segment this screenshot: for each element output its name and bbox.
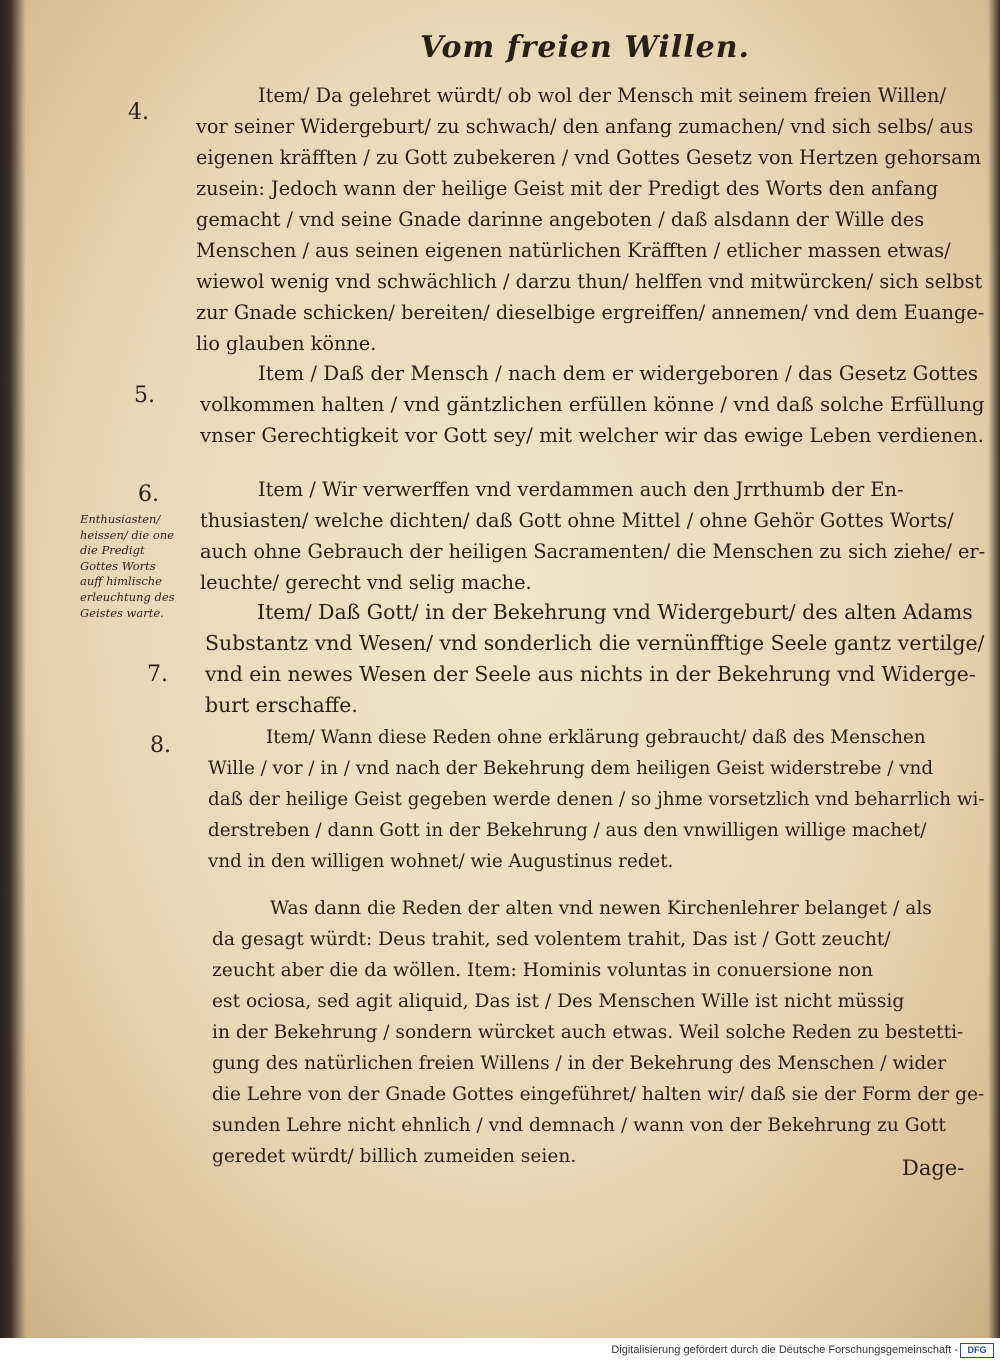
text-line: Substantz vnd Wesen/ vnd sonderlich die vernünfftige Seele gantz vertilge/ xyxy=(205,631,985,655)
item-number-8: 8. xyxy=(150,733,171,758)
text-line: Wille / vor / in / vnd nach der Bekehrung dem heiligen Geist widerstrebe / vnd xyxy=(208,758,934,779)
text-line: thusiasten/ welche dichten/ daß Gott ohne Mittel / ohne Gehör Gottes Worts/ xyxy=(200,509,954,532)
text-line: eigenen kräfften / zu Gott zubekeren / vnd Gottes Gesetz von Hertzen gehorsam xyxy=(196,146,981,169)
paragraph-8 xyxy=(208,722,985,877)
catchword: Dage- xyxy=(902,1156,965,1180)
margin-note-line: Geistes warte. xyxy=(80,605,164,620)
text-line: derstreben / dann Gott in der Bekehrung / aus den vnwilligen willige machet/ xyxy=(208,820,927,841)
text-line: zeucht aber die da wöllen. Item: Hominis voluntas in conuersione non xyxy=(212,960,873,981)
text-line: Item / Wir verwerffen vnd verdammen auch den Jrrthumb der En- xyxy=(258,478,904,501)
item-number-4: 4. xyxy=(128,100,149,125)
text-line: vnd in den willigen wohnet/ wie Augustinus redet. xyxy=(208,851,674,872)
margin-note-line: Enthusiasten/ xyxy=(80,512,161,526)
paragraph-6 xyxy=(200,474,985,598)
text-line: zur Gnade schicken/ bereiten/ dieselbige ergreiffen/ annemen/ vnd dem Euange- xyxy=(196,301,985,324)
text-line: da gesagt würdt: Deus trahit, sed volentem trahit, Das ist / Gott zeucht/ xyxy=(212,929,891,950)
text-line: sunden Lehre nicht ehnlich / vnd demnach / wann von der Bekehrung zu Gott xyxy=(212,1115,946,1136)
text-line: gemacht / vnd seine Gnade darinne angeboten / daß alsdann der Wille des xyxy=(196,208,925,231)
text-line: leuchte/ gerecht vnd selig mache. xyxy=(200,571,532,594)
text-line: lio glauben könne. xyxy=(196,332,377,355)
paragraph-5 xyxy=(200,358,985,451)
dfg-logo: DFG xyxy=(960,1343,994,1358)
footer-credit: Digitalisierung gefördert durch die Deutsche Forschungsgemeinschaft - xyxy=(611,1344,958,1356)
text-line: Item/ Da gelehret würdt/ ob wol der Mensch mit seinem freien Willen/ xyxy=(258,84,946,107)
text-line: gung des natürlichen freien Willens / in der Bekehrung des Menschen / wider xyxy=(212,1053,947,1074)
item-number-7: 7. xyxy=(147,662,168,687)
text-line: in der Bekehrung / sondern würcket auch etwas. Weil solche Reden zu bestetti- xyxy=(212,1022,964,1043)
text-line: vnser Gerechtigkeit vor Gott sey/ mit welcher wir das ewige Leben verdienen. xyxy=(200,424,984,447)
text-line: die Lehre von der Gnade Gottes eingeführet/ halten wir/ daß sie der Form der ge- xyxy=(212,1084,985,1105)
paragraph-closing xyxy=(212,893,984,1172)
paragraph-4 xyxy=(196,80,984,359)
text-line: zusein: Jedoch wann der heilige Geist mit der Predigt des Worts den anfang xyxy=(196,177,939,200)
text-line: geredet würdt/ billich zumeiden seien. xyxy=(212,1146,577,1167)
text-line: Was dann die Reden der alten vnd newen Kirchenlehrer belanget / als xyxy=(270,898,932,919)
margin-note xyxy=(80,512,175,621)
digitization-footer xyxy=(0,1338,1000,1361)
margin-note-line: Gottes Worts xyxy=(80,558,156,573)
text-line: burt erschaffe. xyxy=(205,693,358,717)
margin-note-line: die Predigt xyxy=(80,543,145,558)
text-line: Item/ Wann diese Reden ohne erklärung gebraucht/ daß des Menschen xyxy=(266,727,926,748)
text-line: vor seiner Widergeburt/ zu schwach/ den anfang zumachen/ vnd sich selbs/ aus xyxy=(196,115,974,138)
text-line: Menschen / aus seinen eigenen natürlichen Kräfften / etlicher massen etwas/ xyxy=(196,239,951,262)
text-line: auch ohne Gebrauch der heiligen Sacramenten/ die Menschen zu sich ziehe/ er- xyxy=(200,540,986,563)
text-line: Item / Daß der Mensch / nach dem er widergeboren / das Gesetz Gottes xyxy=(258,362,978,385)
margin-note-line: erleuchtung des xyxy=(80,589,175,604)
page-title: Vom freien Willen. xyxy=(420,30,750,65)
text-line: wiewol wenig vnd schwächlich / darzu thun/ helffen vnd mitwürcken/ sich selbst xyxy=(196,270,983,293)
text-line: vnd ein newes Wesen der Seele aus nichts in der Bekehrung vnd Widerge- xyxy=(205,662,976,686)
text-line: daß der heilige Geist gegeben werde denen / so jhme vorsetzlich vnd beharrlich wi- xyxy=(208,789,985,810)
item-number-6: 6. xyxy=(138,482,159,507)
margin-note-line: auff himlische xyxy=(80,574,162,589)
text-line: est ociosa, sed agit aliquid, Das ist / Des Menschen Wille ist nicht müssig xyxy=(212,991,905,1012)
margin-note-line: heissen/ die one xyxy=(80,527,175,542)
paragraph-7 xyxy=(205,597,984,721)
item-number-5: 5. xyxy=(134,383,155,408)
text-line: volkommen halten / vnd gäntzlichen erfüllen könne / vnd daß solche Erfüllung xyxy=(200,393,985,416)
text-line: Item/ Daß Gott/ in der Bekehrung vnd Widergeburt/ des alten Adams xyxy=(257,600,973,624)
